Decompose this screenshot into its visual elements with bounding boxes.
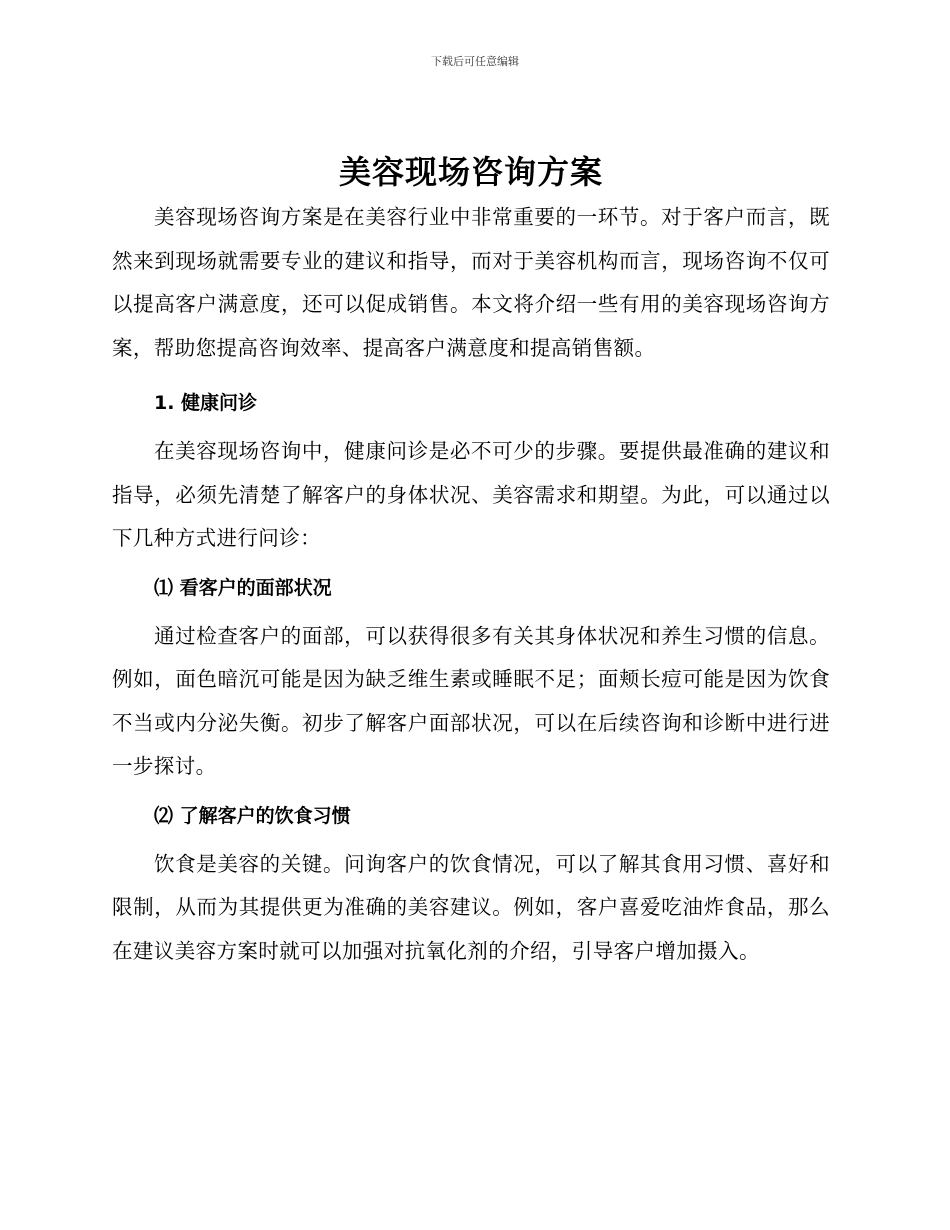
subsection-paragraph-diet-habits: 饮食是美容的关键。问询客户的饮食情况，可以了解其食用习惯、喜好和限制，从而为其提供更为准确的美容建议。例如，客户喜爱吃油炸食品，那么在建议美容方案时就可以加强对抗氧化剂的介绍，引导客户增加摄入。 [112, 851, 830, 963]
subsection-paragraph-facial-condition: 通过检查客户的面部，可以获得很多有关其身体状况和养生习惯的信息。例如，面色暗沉可能是因为缺乏维生素或睡眠不足；面颊长痘可能是因为饮食不当或内分泌失衡。初步了解客户面部状况，可以在后续咨询和诊断中进行进一步探讨。 [112, 623, 830, 778]
spacer [112, 603, 830, 615]
subsection-heading-diet-habits: ⑵ 了解客户的饮食习惯 [154, 804, 351, 827]
subsection-heading-facial-condition: ⑴ 看客户的面部状况 [154, 576, 332, 599]
section-paragraph-health-consultation: 在美容现场咨询中，健康问诊是必不可少的步骤。要提供最准确的建议和指导，必须先清楚了解客户的身体状况、美容需求和期望。为此，可以通过以下几种方式进行问诊： [112, 439, 830, 550]
document-body [112, 148, 830, 973]
intro-paragraph: 美容现场咨询方案是在美容行业中非常重要的一环节。对于客户而言，既然来到现场就需要专业的建议和指导，而对于美容机构而言，现场咨询不仅可以提高客户满意度，还可以促成销售。本文将介绍一些有用的美容现场咨询方案，帮助您提高咨询效率、提高客户满意度和提高销售额。 [112, 205, 830, 360]
spacer [112, 418, 830, 430]
section-heading-health-consultation: 1. 健康问诊 [154, 392, 258, 414]
page-header-note: 下载后可任意编辑 [431, 55, 519, 68]
document-title: 美容现场咨询方案 [338, 153, 603, 191]
spacer [112, 831, 830, 843]
spacer [112, 561, 830, 573]
spacer [112, 370, 830, 388]
spacer [112, 789, 830, 801]
